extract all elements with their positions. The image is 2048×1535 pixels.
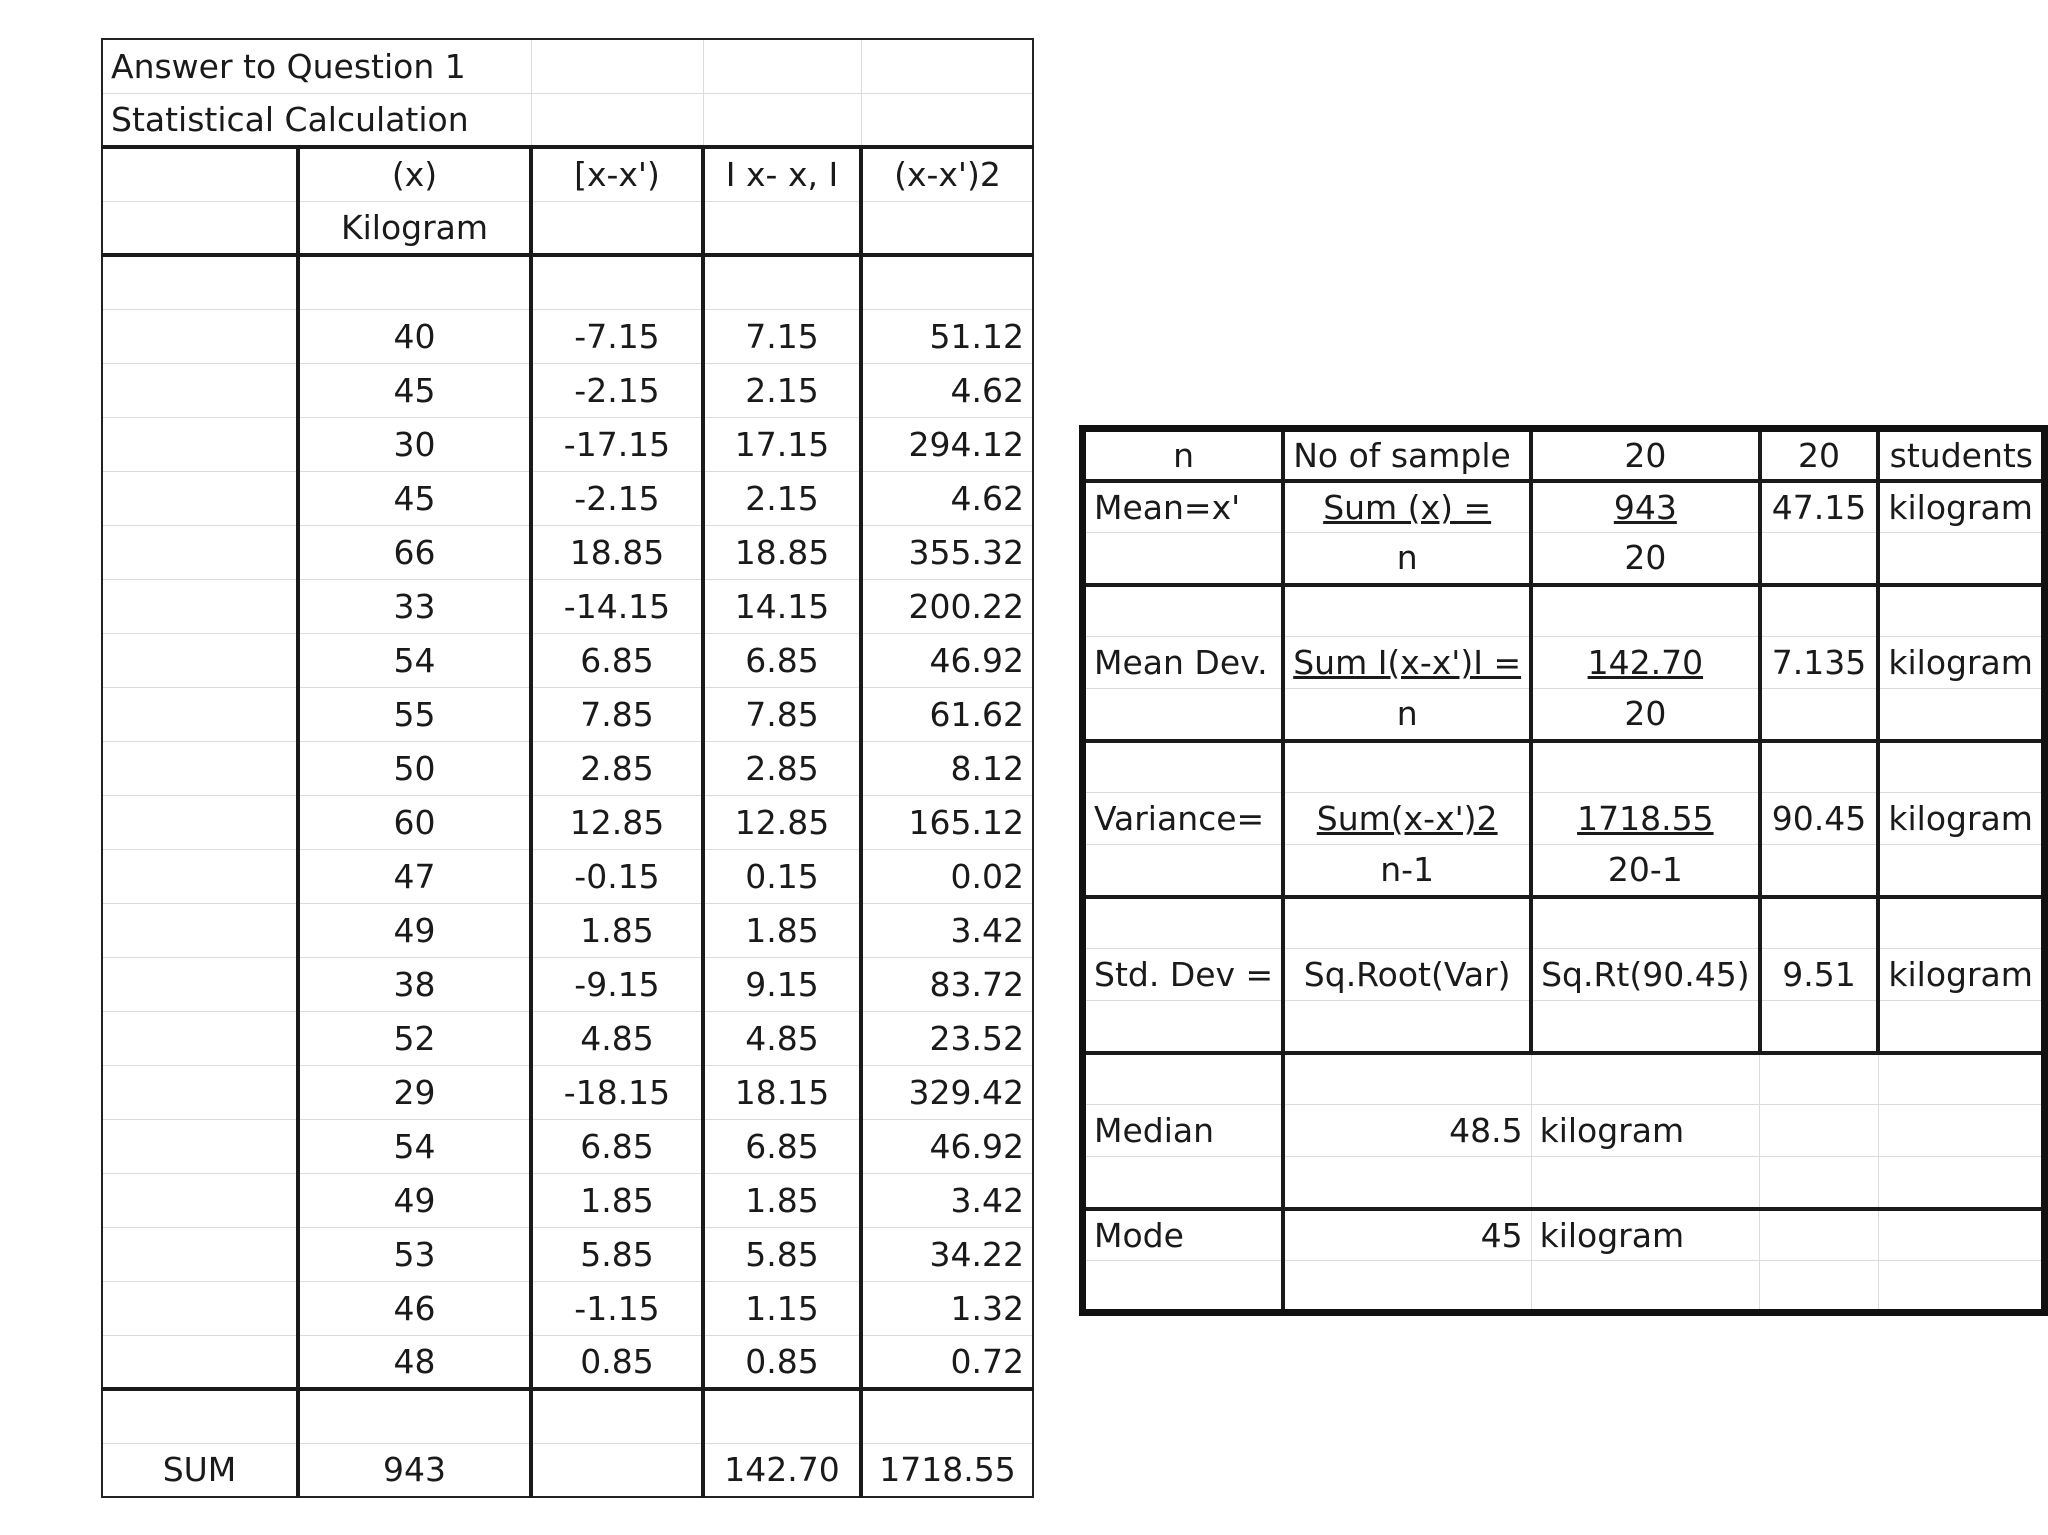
blank-cell <box>102 417 298 471</box>
table-row <box>102 1281 1033 1335</box>
deviation-value: -0.15 <box>531 849 703 903</box>
blank-cell <box>1760 897 1879 949</box>
squared-deviation-value: 8.12 <box>861 741 1033 795</box>
x-value: 55 <box>298 687 531 741</box>
blank-cell <box>102 795 298 849</box>
header-unit-row <box>102 201 1033 255</box>
x-value: 29 <box>298 1065 531 1119</box>
abs-deviation-value: 18.85 <box>703 525 861 579</box>
blank-cell <box>861 201 1033 255</box>
median-value: 48.5 <box>1283 1105 1531 1157</box>
blank-cell <box>861 93 1033 147</box>
mode-label: Mode <box>1083 1209 1284 1261</box>
meandev-numerator: Sum I(x-x')I = <box>1293 643 1522 682</box>
x-value: 54 <box>298 1119 531 1173</box>
table-row <box>102 579 1033 633</box>
spacer-row <box>102 1389 1033 1443</box>
blank-cell <box>703 255 861 309</box>
blank-cell <box>1760 689 1879 741</box>
title-line-1: Answer to Question 1 <box>102 39 531 93</box>
meandev-numerator-value: 142.70 <box>1587 643 1704 682</box>
mean-unit: kilogram <box>1878 481 2044 533</box>
deviation-value: 5.85 <box>531 1227 703 1281</box>
table-row <box>102 1335 1033 1389</box>
blank-cell <box>1283 1053 1531 1105</box>
subtitle-row <box>102 93 1033 147</box>
abs-deviation-value: 9.15 <box>703 957 861 1011</box>
x-value: 38 <box>298 957 531 1011</box>
meandev-denominator: n <box>1283 689 1531 741</box>
abs-deviation-value: 4.85 <box>703 1011 861 1065</box>
abs-deviation-value: 1.15 <box>703 1281 861 1335</box>
deviation-value: 12.85 <box>531 795 703 849</box>
abs-deviation-value: 7.85 <box>703 687 861 741</box>
table-row <box>102 417 1033 471</box>
stat-row-mean-den <box>1083 533 2045 585</box>
meandev-denominator-value: 20 <box>1531 689 1759 741</box>
abs-deviation-value: 0.15 <box>703 849 861 903</box>
header-squared-deviation: (x-x')2 <box>861 147 1033 201</box>
abs-deviation-value: 1.85 <box>703 903 861 957</box>
header-row <box>102 147 1033 201</box>
blank-cell <box>1760 1209 1879 1261</box>
abs-deviation-value: 14.15 <box>703 579 861 633</box>
blank-cell <box>703 39 861 93</box>
stat-row-mode-blank <box>1083 1261 2045 1313</box>
x-value: 48 <box>298 1335 531 1389</box>
sum-x: 943 <box>298 1443 531 1497</box>
table-row <box>102 741 1033 795</box>
stddev-result: 9.51 <box>1760 949 1879 1001</box>
title-line-2: Statistical Calculation <box>102 93 531 147</box>
blank-cell <box>1760 1001 1879 1053</box>
mean-label: Mean=x' <box>1083 481 1284 533</box>
stat-row-variance <box>1083 793 2045 845</box>
header-x: (x) <box>298 147 531 201</box>
blank-cell <box>703 1389 861 1443</box>
blank-cell <box>102 1065 298 1119</box>
stat-row-n <box>1083 429 2045 481</box>
blank-cell <box>1878 897 2044 949</box>
blank-cell <box>102 1227 298 1281</box>
stddev-label: Std. Dev = <box>1083 949 1284 1001</box>
abs-deviation-value: 1.85 <box>703 1173 861 1227</box>
table-row <box>102 957 1033 1011</box>
n-value: 20 <box>1531 429 1759 481</box>
blank-cell <box>1760 1157 1879 1209</box>
blank-cell <box>1283 585 1531 637</box>
blank-cell <box>102 849 298 903</box>
abs-deviation-value: 12.85 <box>703 795 861 849</box>
blank-cell <box>1878 1261 2044 1313</box>
blank-cell <box>861 39 1033 93</box>
abs-deviation-value: 17.15 <box>703 417 861 471</box>
deviation-value: -2.15 <box>531 363 703 417</box>
squared-deviation-value: 3.42 <box>861 903 1033 957</box>
blank-cell <box>102 741 298 795</box>
blank-cell <box>1083 689 1284 741</box>
table-row <box>102 1065 1033 1119</box>
stat-row-mean <box>1083 481 2045 533</box>
abs-deviation-value: 2.15 <box>703 363 861 417</box>
blank-cell <box>531 255 703 309</box>
deviation-value: -18.15 <box>531 1065 703 1119</box>
mean-result: 47.15 <box>1760 481 1879 533</box>
table-row <box>102 525 1033 579</box>
table-row <box>102 471 1033 525</box>
header-x-unit: Kilogram <box>298 201 531 255</box>
stat-row-stddev <box>1083 949 2045 1001</box>
mean-denominator-value: 20 <box>1531 533 1759 585</box>
blank-cell <box>861 1389 1033 1443</box>
deviation-value: -14.15 <box>531 579 703 633</box>
abs-deviation-value: 2.15 <box>703 471 861 525</box>
stat-row-meandev <box>1083 637 2045 689</box>
abs-deviation-value: 6.85 <box>703 1119 861 1173</box>
deviation-value: -2.15 <box>531 471 703 525</box>
blank-cell <box>1531 897 1759 949</box>
blank-cell <box>861 255 1033 309</box>
deviation-value: 1.85 <box>531 903 703 957</box>
x-value: 40 <box>298 309 531 363</box>
blank-cell <box>1760 533 1879 585</box>
blank-cell <box>102 147 298 201</box>
x-value: 49 <box>298 1173 531 1227</box>
blank-cell <box>102 1335 298 1389</box>
blank-cell <box>1760 1053 1879 1105</box>
deviation-value: 6.85 <box>531 633 703 687</box>
blank-cell <box>1083 897 1284 949</box>
mode-value: 45 <box>1283 1209 1531 1261</box>
blank-cell <box>531 1443 703 1497</box>
spacer-row <box>1083 1053 2045 1105</box>
blank-cell <box>1760 1105 1879 1157</box>
blank-cell <box>102 579 298 633</box>
table-row <box>102 1119 1033 1173</box>
table-row <box>102 1011 1033 1065</box>
table-row <box>102 849 1033 903</box>
squared-deviation-value: 34.22 <box>861 1227 1033 1281</box>
x-value: 60 <box>298 795 531 849</box>
mean-numerator-value: 943 <box>1613 487 1677 527</box>
blank-cell <box>1878 1209 2044 1261</box>
blank-cell <box>102 255 298 309</box>
blank-cell <box>1083 1261 1284 1313</box>
abs-deviation-value: 18.15 <box>703 1065 861 1119</box>
meandev-label: Mean Dev. <box>1083 637 1284 689</box>
variance-numerator-value: 1718.55 <box>1577 799 1714 838</box>
x-value: 49 <box>298 903 531 957</box>
stat-row-stddev-blank <box>1083 1001 2045 1053</box>
deviation-value: -1.15 <box>531 1281 703 1335</box>
meandev-unit: kilogram <box>1878 637 2044 689</box>
deviation-value: 7.85 <box>531 687 703 741</box>
blank-cell <box>298 1389 531 1443</box>
blank-cell <box>102 903 298 957</box>
squared-deviation-value: 0.72 <box>861 1335 1033 1389</box>
median-label: Median <box>1083 1105 1284 1157</box>
table-row <box>102 363 1033 417</box>
blank-cell <box>1878 689 2044 741</box>
meandev-result: 7.135 <box>1760 637 1879 689</box>
deviation-value: 4.85 <box>531 1011 703 1065</box>
stat-row-meandev-den <box>1083 689 2045 741</box>
sum-squared-deviation: 1718.55 <box>861 1443 1033 1497</box>
x-value: 47 <box>298 849 531 903</box>
variance-result: 90.45 <box>1760 793 1879 845</box>
stat-row-variance-den <box>1083 845 2045 897</box>
squared-deviation-value: 165.12 <box>861 795 1033 849</box>
sum-label: SUM <box>102 1443 298 1497</box>
variance-numerator: Sum(x-x')2 <box>1316 799 1498 838</box>
spacer-row <box>1083 897 2045 949</box>
abs-deviation-value: 7.15 <box>703 309 861 363</box>
blank-cell <box>1531 1001 1759 1053</box>
blank-cell <box>102 633 298 687</box>
variance-denominator: n-1 <box>1283 845 1531 897</box>
blank-cell <box>531 201 703 255</box>
blank-cell <box>102 363 298 417</box>
deviation-value: 2.85 <box>531 741 703 795</box>
stat-row-median-blank <box>1083 1157 2045 1209</box>
squared-deviation-value: 329.42 <box>861 1065 1033 1119</box>
blank-cell <box>1283 1157 1531 1209</box>
blank-cell <box>102 1011 298 1065</box>
table-row <box>102 309 1033 363</box>
squared-deviation-value: 23.52 <box>861 1011 1033 1065</box>
x-value: 50 <box>298 741 531 795</box>
median-unit: kilogram <box>1531 1105 1759 1157</box>
blank-cell <box>531 1389 703 1443</box>
blank-cell <box>102 525 298 579</box>
table-row <box>102 1227 1033 1281</box>
table-row <box>102 795 1033 849</box>
blank-cell <box>1083 1053 1284 1105</box>
title-row <box>102 39 1033 93</box>
sum-row <box>102 1443 1033 1497</box>
x-value: 45 <box>298 363 531 417</box>
variance-label: Variance= <box>1083 793 1284 845</box>
x-value: 52 <box>298 1011 531 1065</box>
table-row <box>102 687 1033 741</box>
sum-abs-deviation: 142.70 <box>703 1443 861 1497</box>
deviation-value: 6.85 <box>531 1119 703 1173</box>
blank-cell <box>1878 1157 2044 1209</box>
squared-deviation-value: 0.02 <box>861 849 1033 903</box>
deviation-value: 1.85 <box>531 1173 703 1227</box>
variance-unit: kilogram <box>1878 793 2044 845</box>
abs-deviation-value: 6.85 <box>703 633 861 687</box>
squared-deviation-value: 61.62 <box>861 687 1033 741</box>
squared-deviation-value: 51.12 <box>861 309 1033 363</box>
blank-cell <box>102 1173 298 1227</box>
blank-cell <box>298 255 531 309</box>
stat-row-mode <box>1083 1209 2045 1261</box>
spacer-row <box>102 255 1033 309</box>
variance-denominator-value: 20-1 <box>1531 845 1759 897</box>
n-label: n <box>1083 429 1284 481</box>
blank-cell <box>1878 1053 2044 1105</box>
abs-deviation-value: 0.85 <box>703 1335 861 1389</box>
squared-deviation-value: 83.72 <box>861 957 1033 1011</box>
spacer-row <box>1083 741 2045 793</box>
table-row <box>102 903 1033 957</box>
blank-cell <box>1083 1001 1284 1053</box>
blank-cell <box>102 1119 298 1173</box>
blank-cell <box>1760 741 1879 793</box>
blank-cell <box>703 93 861 147</box>
blank-cell <box>1283 1001 1531 1053</box>
squared-deviation-value: 200.22 <box>861 579 1033 633</box>
mode-unit: kilogram <box>1531 1209 1759 1261</box>
blank-cell <box>1083 845 1284 897</box>
blank-cell <box>1283 1261 1531 1313</box>
stddev-formula: Sq.Root(Var) <box>1283 949 1531 1001</box>
deviation-value: -17.15 <box>531 417 703 471</box>
x-value: 30 <box>298 417 531 471</box>
x-value: 46 <box>298 1281 531 1335</box>
squared-deviation-value: 3.42 <box>861 1173 1033 1227</box>
mean-denominator: n <box>1283 533 1531 585</box>
spacer-row <box>1083 585 2045 637</box>
deviation-value: -9.15 <box>531 957 703 1011</box>
blank-cell <box>1878 533 2044 585</box>
blank-cell <box>1083 585 1284 637</box>
n-unit: students <box>1878 429 2044 481</box>
blank-cell <box>102 687 298 741</box>
n-value-2: 20 <box>1760 429 1879 481</box>
blank-cell <box>1878 585 2044 637</box>
blank-cell <box>1531 1261 1759 1313</box>
blank-cell <box>1531 1157 1759 1209</box>
squared-deviation-value: 294.12 <box>861 417 1033 471</box>
blank-cell <box>1531 1053 1759 1105</box>
header-abs-deviation: I x- x, I <box>703 147 861 201</box>
stddev-calc: Sq.Rt(90.45) <box>1531 949 1759 1001</box>
x-value: 54 <box>298 633 531 687</box>
blank-cell <box>102 309 298 363</box>
deviation-value: 18.85 <box>531 525 703 579</box>
stat-row-median <box>1083 1105 2045 1157</box>
blank-cell <box>102 471 298 525</box>
deviation-value: -7.15 <box>531 309 703 363</box>
x-value: 45 <box>298 471 531 525</box>
blank-cell <box>102 1281 298 1335</box>
blank-cell <box>102 1389 298 1443</box>
blank-cell <box>1878 741 2044 793</box>
blank-cell <box>1760 1261 1879 1313</box>
blank-cell <box>531 39 703 93</box>
blank-cell <box>531 93 703 147</box>
x-value: 66 <box>298 525 531 579</box>
statistics-summary-table <box>1079 425 2048 1316</box>
squared-deviation-value: 4.62 <box>861 363 1033 417</box>
squared-deviation-value: 46.92 <box>861 633 1033 687</box>
mean-numerator: Sum (x) = <box>1323 487 1492 527</box>
blank-cell <box>1531 585 1759 637</box>
table-row <box>102 1173 1033 1227</box>
table-row <box>102 633 1033 687</box>
blank-cell <box>1878 1105 2044 1157</box>
x-value: 33 <box>298 579 531 633</box>
abs-deviation-value: 2.85 <box>703 741 861 795</box>
x-value: 53 <box>298 1227 531 1281</box>
blank-cell <box>1531 741 1759 793</box>
deviation-value: 0.85 <box>531 1335 703 1389</box>
blank-cell <box>1283 741 1531 793</box>
blank-cell <box>1083 741 1284 793</box>
blank-cell <box>102 201 298 255</box>
blank-cell <box>1878 845 2044 897</box>
header-deviation: [x-x') <box>531 147 703 201</box>
stddev-unit: kilogram <box>1878 949 2044 1001</box>
blank-cell <box>703 201 861 255</box>
blank-cell <box>1283 897 1531 949</box>
blank-cell <box>1760 845 1879 897</box>
abs-deviation-value: 5.85 <box>703 1227 861 1281</box>
blank-cell <box>1878 1001 2044 1053</box>
blank-cell <box>1083 533 1284 585</box>
squared-deviation-value: 4.62 <box>861 471 1033 525</box>
blank-cell <box>1760 585 1879 637</box>
squared-deviation-value: 46.92 <box>861 1119 1033 1173</box>
squared-deviation-value: 1.32 <box>861 1281 1033 1335</box>
blank-cell <box>1083 1157 1284 1209</box>
n-description: No of sample <box>1283 429 1531 481</box>
data-table <box>101 38 1034 1498</box>
squared-deviation-value: 355.32 <box>861 525 1033 579</box>
blank-cell <box>102 957 298 1011</box>
